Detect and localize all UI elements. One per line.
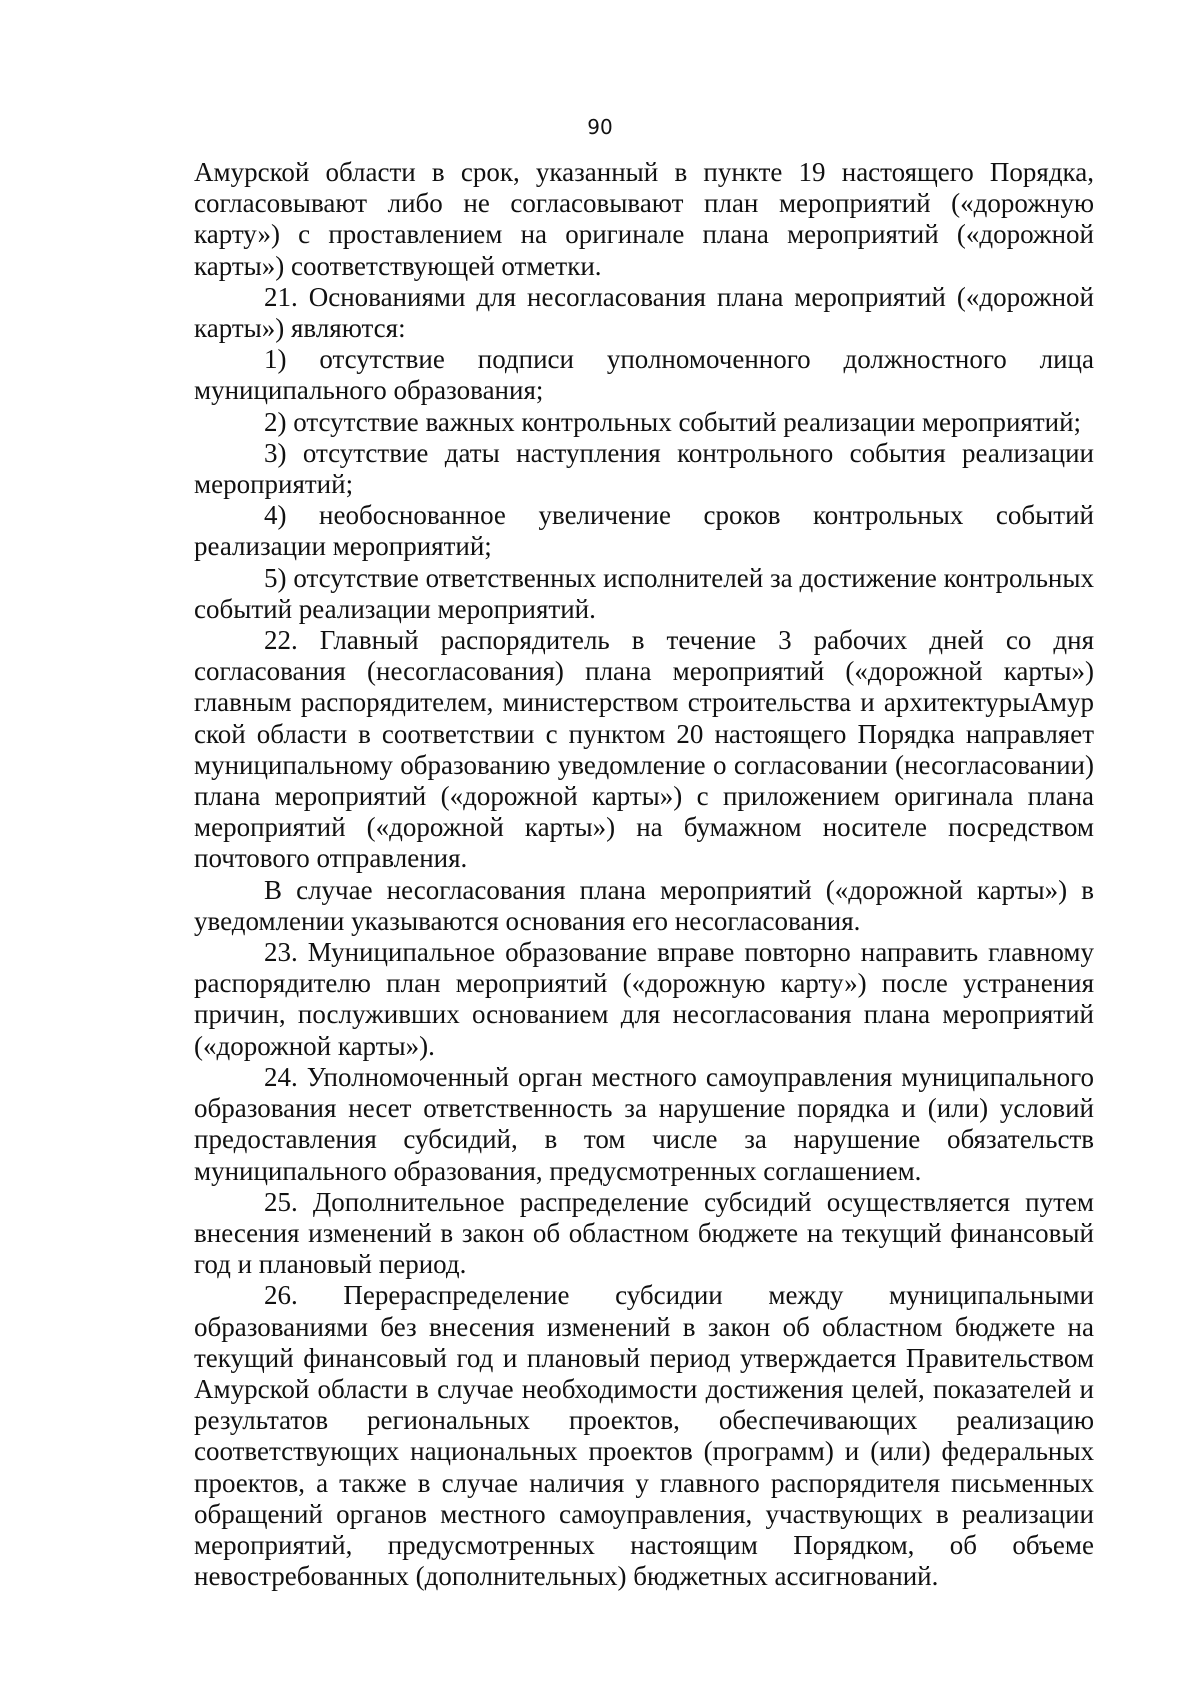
paragraph-continuation: Амурской области в срок, указанный в пункте 19 настоящего Порядка, согласовывают либо не согласовывают план мероприятий («дорожную карту») с проставлением на оригинале плана мероприятий («дорожной карты») соответствующей отметки. — [194, 157, 1094, 281]
paragraph-26: 26. Перераспределение субсидии между муниципальными образованиями без внесения изменений в закон об областном бюджете на текущий финансовый год и плановый период утверждается Правительством Амурской области в случае необходимости достижения целей, показателей и результатов региональных проектов, обеспечивающих реализацию соответствующих национальных проектов (программ) и (или) федеральных проектов, а также в случае наличия у главного распорядителя письменных обращений органов местного самоуправления, участвующих в реализации мероприятий, предусмотренных настоящим Порядком, об объеме невостребованных (дополнительных) бюджетных ассигнований. — [194, 1280, 1094, 1592]
paragraph-24: 24. Уполномоченный орган местного самоуправления муниципального образования несет ответственность за нарушение порядка и (или) условий предоставления субсидий, в том числе за нарушение обязательств муниципального образования, предусмотренных соглашением. — [194, 1061, 1094, 1186]
list-item-4: 4) необоснованное увеличение сроков контрольных событий реализации мероприятий; — [194, 500, 1094, 562]
list-item-2: 2) отсутствие важных контрольных событий реализации мероприятий; — [264, 406, 1082, 437]
paragraph-22: 22. Главный распорядитель в течение 3 рабочих дней со дня согласования (несогласования) плана мероприятий («дорожной карты») главным распорядителем, министерством строительства и архитектурыАмур ской области в соответствии с пунктом 20 настоящего Порядка направляет муниципальному образованию уведомление о согласовании (несогласовании) плана мероприятий («дорожной карты») с приложением оригинала плана мероприятий («дорожной карты») на бумажном носителе посредством почтового отправления. — [194, 625, 1094, 874]
page-number: 90 — [587, 115, 613, 139]
list-item-3: 3) отсутствие даты наступления контрольного события реализации мероприятий; — [194, 437, 1094, 500]
list-item-5: 5) отсутствие ответственных исполнителей за достижение контрольных событий реализации мероприятий. — [194, 562, 1094, 624]
document-body — [194, 157, 1094, 1592]
paragraph-22-note: В случае несогласования плана мероприятий («дорожной карты») в уведомлении указываются основания его несогласования. — [194, 874, 1094, 936]
paragraph-25: 25. Дополнительное распределение субсидий осуществляется путем внесения изменений в закон об областном бюджете на текущий финансовый год и плановый период. — [194, 1186, 1094, 1280]
paragraph-23: 23. Муниципальное образование вправе повторно направить главному распорядителю план мероприятий («дорожную карту») после устранения причин, послуживших основанием для несогласования плана мероприятий («дорожной карты»). — [194, 937, 1094, 1061]
paragraph-21: 21. Основаниями для несогласования плана мероприятий («дорожной карты») являются: — [194, 281, 1094, 344]
list-item-1: 1) отсутствие подписи уполномоченного должностного лица муниципального образования; — [194, 344, 1094, 406]
